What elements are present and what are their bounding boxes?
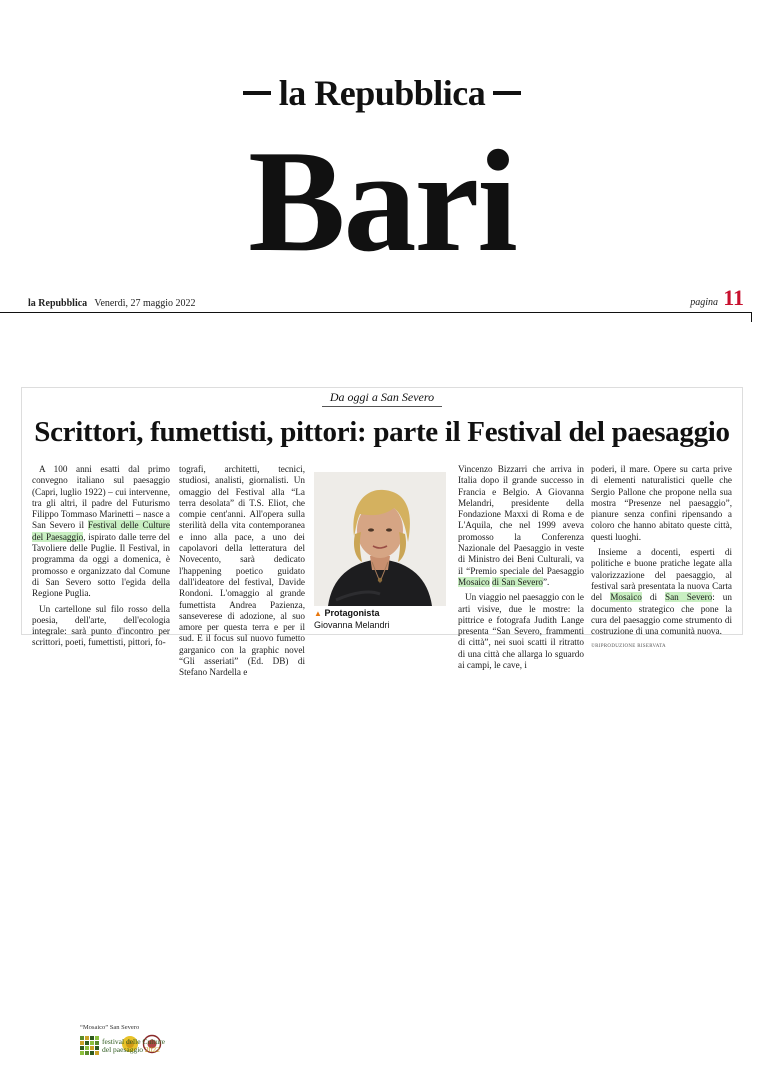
masthead-paper-row [0, 72, 764, 114]
masthead-paper-name: la Repubblica [278, 73, 486, 113]
masthead-city: Bari [248, 120, 516, 282]
col1-p1-text-a: A 100 anni esatti dal primo convegno italiano sul paesaggio (Capri, luglio 1922) – cui intervenne, tra gli altri, il padre del Futurismo Filippo Tommaso Marinetti – nasce a San Severo il [32, 464, 170, 531]
col5-p2-text-a: Insieme a docenti, esperti di politiche e buone pratiche legate alla valorizzazione del paesaggio, al festival sarà presentata la nuova Carta del [591, 547, 732, 603]
article-clipping [21, 387, 743, 678]
page-header-right [690, 285, 744, 311]
col2-paragraph-1: tografi, architetti, tecnici, studiosi, analisti, giornalisti. Un omaggio del Festival alla “La terra desolata” di T.S. Eliot, che compie cent'anni. All'opera sulla sterilità della vita contemporanea e inno alla pace, a uno dei capolavori della letteratura del Novecento, sarà dedicato l'happening poetico guidato dall'ideatore del festival, Davide Rondoni. L'omaggio al grande fumettista Andrea Pazienza, sanseverese di adozione, al suo amore per questa terra e per il sud. E il focus sul nuovo fumetto garganico con la graphic novel “Gli asseriati” (Ed. DB) di Stefano Nardella e [179, 464, 305, 678]
photo-caption [314, 608, 454, 630]
caption-triangle-icon: ▲ [314, 609, 322, 618]
col5-paragraph-2 [591, 547, 732, 637]
caption-label: Protagonista [324, 608, 380, 618]
logo-line-2: del paesaggio [102, 1045, 144, 1054]
kicker-underline [322, 406, 442, 407]
col1-paragraph-1 [32, 464, 170, 600]
page-header-bar [28, 287, 752, 311]
logo-year: 2022 [144, 1045, 160, 1054]
col5-paragraph-1: poderi, il mare. Opere su carta prive di elementi naturalistici quelle che Sergio Pallone che propone nella sua mostra “Presenze nel paesaggio”, pianure senza confini ripensando a coloro che hanno abitato queste città, questi luoghi. [591, 464, 732, 542]
logo-top-text: “Mosaico” San Severo [80, 1024, 140, 1031]
page-header-brand: la Repubblica [28, 298, 88, 309]
header-rule-tick [751, 312, 752, 322]
article-column-1 [32, 464, 170, 649]
logo-text-block [102, 1038, 165, 1054]
col5-highlight-san-severo: San Severo [664, 592, 713, 603]
caption-name: Giovanna Melandri [314, 619, 390, 630]
col1-paragraph-2: Un cartellone sul filo rosso della poesia, dell'arte, dell'ecologia integrale: sarà punto d'incontro per scrittori, poeti, fumettisti, pittori, fo- [32, 603, 170, 648]
col1-highlight-festival: Festival delle Culture del Paesaggio [32, 520, 170, 542]
logo-line-1: festival delle Culture [102, 1037, 165, 1046]
page-label: pagina [690, 297, 719, 308]
article-kicker: Da oggi a San Severo [329, 390, 435, 404]
portrait-illustration [314, 472, 446, 606]
masthead [0, 72, 764, 282]
article-column-5 [591, 464, 732, 653]
col5-highlight-mosaico: Mosaico [610, 592, 642, 603]
page-header-left [28, 298, 195, 309]
page-number: 11 [723, 285, 744, 310]
portrait-photo [314, 472, 446, 606]
col5-p2-text-mid: di [641, 592, 665, 603]
col4-p1-text-b: ”. [542, 576, 550, 587]
col1-p1-text-b: , ispirato dalle terre del Tavoliere delle Puglie. Il Festival, in programma da oggi a domenica, è promosso e organizzato dal Comune di San Severo sotto l'egida della Regione Puglia. [32, 531, 170, 599]
header-rule [0, 312, 752, 313]
article-column-4 [458, 464, 584, 671]
masthead-dash-left [243, 91, 271, 95]
col4-p1-text-a: Vincenzo Bizzarri che arriva in Italia dopo il grande successo in Francia e Belgio. A Giovanna Melandri, presidente della Fondazione Maxxi di Roma e de L'Aquila, che nel 1999 aveva promosso la Conferenza Nazionale del Paesaggio in veste di Ministro dei Beni Culturali, va il “Premio speciale del Paesaggio [458, 464, 584, 576]
mosaic-grid-icon [80, 1036, 100, 1060]
col5-p2-text-b: : un documento strategico che pone la cura del paesaggio come strumento di costruzione di una comunità nuova. [591, 592, 732, 637]
col4-paragraph-1 [458, 464, 584, 588]
page-header-date: Venerdì, 27 maggio 2022 [94, 298, 196, 309]
col4-highlight-san-severo: di San Severo [491, 576, 543, 587]
article-column-2 [179, 464, 305, 679]
col4-highlight-mosaico: Mosaico [458, 576, 490, 587]
col4-paragraph-2: Un viaggio nel paesaggio con le arti visive, due le mostre: la pittrice e fotografa Judith Lange presenta “San Severo, frammenti di città”, nei suoi scatti il ritratto di una città che allarga lo sguardo ai campi, le cave, i [458, 592, 584, 671]
masthead-dash-right [493, 91, 521, 95]
article-headline: Scrittori, fumettisti, pittori: parte il Festival del paesaggio [34, 416, 730, 448]
festival-logo [80, 1024, 170, 1070]
copyright-notice: ©RIPRODUZIONE RISERVATA [591, 644, 666, 650]
